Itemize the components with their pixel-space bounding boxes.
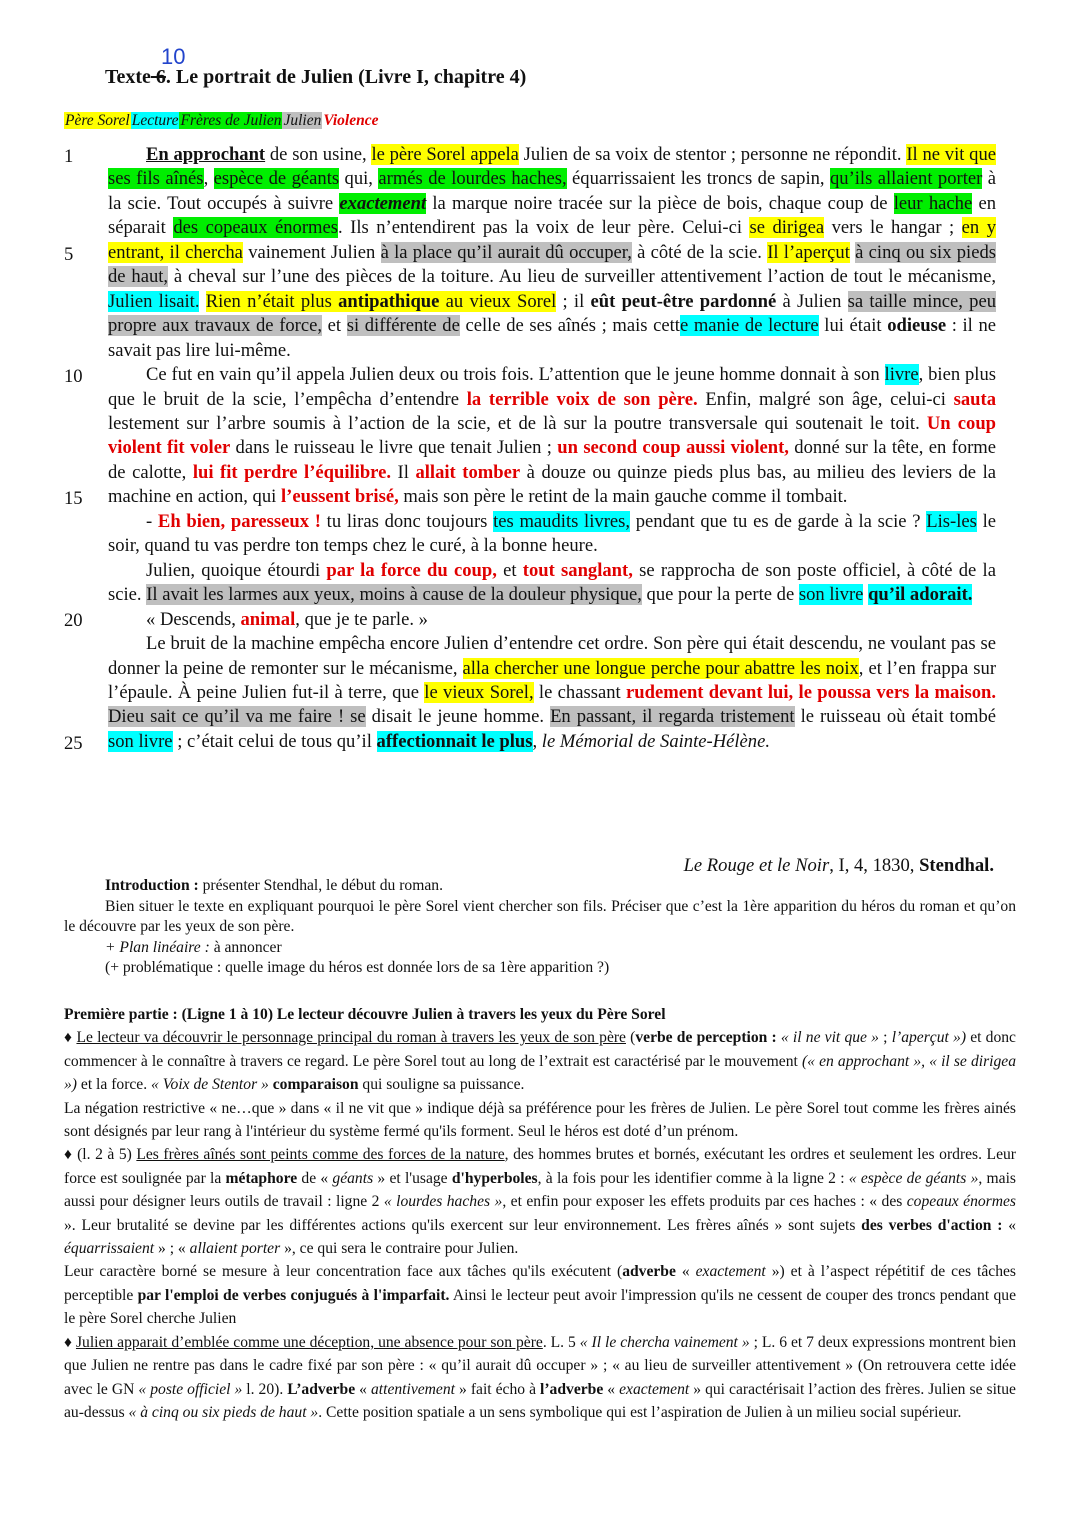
legend-lecture: Lecture bbox=[131, 112, 179, 129]
paragraph-3: - Eh bien, paresseux ! tu liras donc toujours tes maudits livres, pendant que tu es de garde à la scie ? Lis-les le soir, quand tu vas perdre ton temps chez le curé, à la bonne heure. bbox=[108, 510, 996, 557]
analysis-section bbox=[64, 1003, 1016, 1424]
legend-violence: Violence bbox=[323, 112, 379, 129]
analysis-negation: La négation restrictive « ne…que » dans « il ne vit que » indique déjà sa préférence pour les frères de Julien. Le père Sorel tout comme les frères ainés sont désignés par leur rang à l'intérieur du système fermé qu'ils forment. Seul le héros est doté d’un prénom. bbox=[64, 1099, 1016, 1141]
title-prefix: Texte bbox=[105, 66, 151, 88]
paragraph-2: Ce fut en vain qu’il appela Julien deux ou trois fois. L’attention que le jeune homme donnait à son livre, bien plus que le bruit de la scie, l’empêcha d’entendre la terrible voix de son père. Enfin, malgré son âge, celui-ci sauta lestement sur l’arbre soumis à l’action de la scie, et de là sur la poutre transversale qui soutenait le toit. Un coup violent fit voler dans le ruisseau le livre que tenait Julien ; un second coup aussi violent, donné sur la tête, en forme de calotte, lui fit perdre l’équilibre. Il allait tomber à douze ou quinze pieds plus bas, au milieu des leviers de la machine en action, qui l’eussent brisé, mais son père le retint de la main gauche comme il tombait. bbox=[108, 364, 997, 508]
line-number-25: 25 bbox=[64, 733, 83, 754]
analysis-borne: Leur caractère borné se mesure à leur concentration face aux tâches qu'ils exécutent (adverbe « exactement ») et à l’aspect répétitif de ces tâches perceptible par l'emploi de verbes conjugués à l'imparfait. Ainsi le lecteur peut avoir l'impression qu'ils ne cessent de couper des troncs pendant que le père Sorel cherche Julien bbox=[64, 1263, 1017, 1328]
source-citation: Le Rouge et le Noir, I, 4, 1830, Stendhal. bbox=[683, 855, 994, 876]
line-number-20: 20 bbox=[64, 610, 83, 631]
line-number-10: 10 bbox=[64, 366, 83, 387]
introduction-notes bbox=[64, 876, 1016, 979]
intro-problematique: (+ problématique : quelle image du héros est donnée lors de sa 1ère apparition ?) bbox=[105, 959, 610, 977]
paragraph-5: « Descends, animal, que je te parle. » bbox=[146, 608, 428, 630]
legend-julien: Julien bbox=[283, 112, 322, 129]
intro-plan: + Plan linéaire : à annoncer bbox=[105, 938, 282, 956]
line-number-15: 15 bbox=[64, 488, 83, 509]
analysis-bullet-2: ♦ (l. 2 à 5) Les frères aînés sont peints comme des forces de la nature, des hommes brutes et bornés, exécutant les ordres et seulement les ordres. Leur force est soulignée par la métaphore de « géants » et l'usage d'hyperboles, à la fois pour les identifier comme à la ligne 2 : « espèce de géants », mais aussi pour désigner leurs outils de travail : ligne 2 « lourdes haches », et enfin pour exposer les effets produits par ces haches : « des copeaux énormes ». Leur brutalité se devine par les différentes actions qu'ils exercent sur leur environnement. Les frères aînés » sont sujets des verbes d'action : « équarrissaient » ; « allaient porter », ce qui sera le contraire pour Julien. bbox=[64, 1146, 1016, 1258]
intro-context: Bien situer le texte en expliquant pourquoi le père Sorel vient chercher son fils. Préciser que c’est la 1ère apparition du héros du roman et qu’on le découvre par les yeux de son père. bbox=[64, 897, 1016, 936]
line-number-5: 5 bbox=[64, 244, 74, 265]
section-heading: Première partie : (Ligne 1 à 10) Le lecteur découvre Julien à travers les yeux du Père Sorel bbox=[64, 1006, 666, 1023]
paragraph-1: En approchant de son usine, le père Sorel appela Julien de sa voix de stentor ; personne ne répondit. Il ne vit que ses fils aînés, espèce de géants qui, armés de lourdes haches, équarrissaient les troncs de sapin, qu’ils allaient porter à la scie. Tout occupés à suivre exactement la marque noire tracée sur la pièce de bois, chaque coup de leur hache en séparait des copeaux énormes. Ils n’entendirent pas la voix de leur père. Celui-ci se dirigea vers le hangar ; en y entrant, il chercha vainement Julien à la place qu’il aurait dû occuper, à côté de la scie. Il l’aperçut à cinq ou six pieds de haut, à cheval sur l’une des pièces de la toiture. Au lieu de surveiller attentivement l’action de tout le mécanisme, Julien lisait. Rien n’était plus antipathique au vieux Sorel ; il eût peut-être pardonné à Julien sa taille mince, peu propre aux travaux de force, et si différente de celle de ses aînés ; mais cette manie de lecture lui était odieuse : il ne savait pas lire lui-même. bbox=[108, 144, 997, 361]
paragraph-6: Le bruit de la machine empêcha encore Julien d’entendre cet ordre. Son père qui était descendu, ne voulant pas se donner la peine de remonter sur le mécanisme, alla chercher une longue perche pour abattre les noix, et l’en frappa sur l’épaule. À peine Julien fut-il à terre, que le vieux Sorel, le chassant rudement devant lui, le poussa vers la maison. Dieu sait ce qu’il va me faire ! se disait le jeune homme. En passant, il regarda tristement le ruisseau où était tombé son livre ; c’était celui de tous qu’il affectionnait le plus, le Mémorial de Sainte-Hélène. bbox=[108, 633, 997, 752]
title-struck-number: 6 bbox=[150, 66, 166, 88]
analysis-bullet-1: ♦ Le lecteur va découvrir le personnage principal du roman à travers les yeux de son père (verbe de perception : « il ne vit que » ; l’aperçut ») et donc commencer à le connaître à travers ce regard. Le père Sorel tout au long de l’extrait est caractérisé par le mouvement (« en approchant », « il se dirigea ») et la force. « Voix de Stentor » comparaison qui souligne sa puissance. bbox=[64, 1029, 1016, 1094]
legend-freres: Frères de Julien bbox=[180, 112, 282, 129]
handwritten-number: 10 bbox=[161, 44, 186, 69]
paragraph-4: Julien, quoique étourdi par la force du coup, et tout sanglant, se rapprocha de son poste officiel, à côté de la scie. Il avait les larmes aux yeux, moins à cause de la douleur physique, que pour la perte de son livre qu’il adorait. bbox=[108, 559, 996, 606]
legend-pere-sorel: Père Sorel bbox=[65, 112, 130, 129]
title-rest: . Le portrait de Julien (Livre I, chapitre 4) bbox=[165, 66, 527, 88]
page-title bbox=[105, 66, 526, 89]
excerpt-text bbox=[108, 143, 996, 754]
analysis-bullet-3: ♦ Julien apparait d’emblée comme une déception, une absence pour son père. L. 5 « Il le chercha vainement » ; L. 6 et 7 deux expressions montrent bien que Julien ne rentre pas dans le cadre fixé par son père : « qu’il aurait dû occuper » ; « au lieu de surveiller attentivement » (On retrouvera cette idée avec le GN « poste officiel » l. 20). L’adverbe « attentivement » fait écho à l’adverbe « exactement » qui caractérisait l’action des frères. Julien se situe au-dessus « à cinq ou six pieds de haut ». Cette position spatiale a un sens symbolique qui est l’aspiration de Julien à un milieu social supérieur. bbox=[64, 1333, 1016, 1421]
line-number-1: 1 bbox=[64, 146, 74, 167]
intro-line: Introduction : présenter Stendhal, le début du roman. bbox=[105, 877, 443, 894]
color-legend bbox=[64, 112, 379, 130]
